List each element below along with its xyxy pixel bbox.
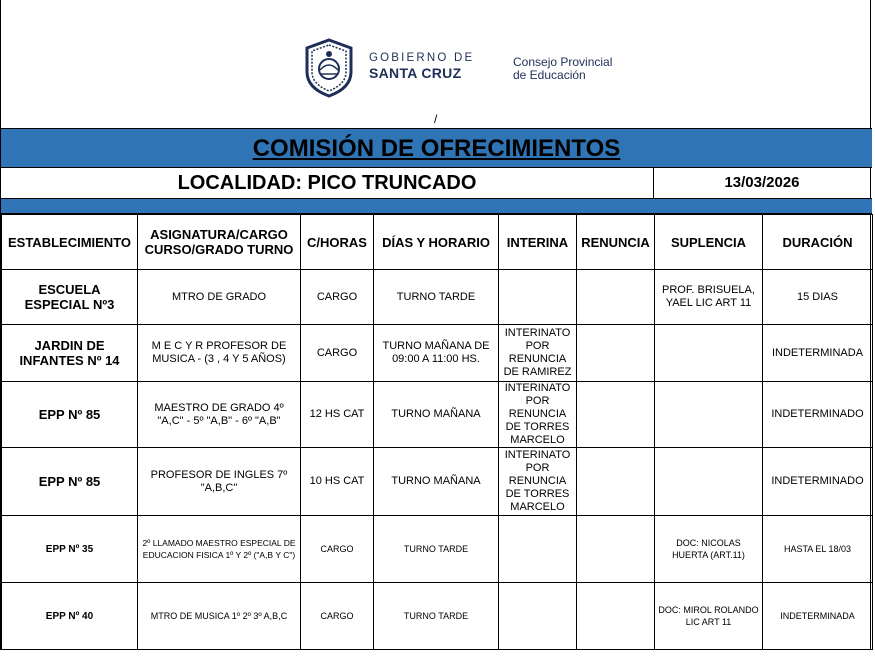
cell-asignatura: MAESTRO DE GRADO 4º "A,C" - 5º "A,B" - 6º "A,B": [138, 382, 301, 448]
cell-suplencia: [655, 325, 763, 382]
cell-asignatura: MTRO DE MUSICA 1º 2º 3º A,B,C: [138, 583, 301, 650]
cell-horario: TURNO TARDE: [374, 516, 499, 583]
col-renuncia: RENUNCIA: [577, 215, 655, 270]
cell-horas: 12 HS CAT: [301, 382, 374, 448]
letterhead: [1, 0, 872, 128]
cell-establecimiento: EPP Nº 85: [2, 448, 138, 516]
cell-suplencia: PROF. BRISUELA, YAEL LIC ART 11: [655, 270, 763, 325]
cell-duracion: HASTA EL 18/03: [763, 516, 873, 583]
cell-duracion: INDETERMINADO: [763, 448, 873, 516]
table-row: [2, 583, 873, 650]
cell-renuncia: [577, 382, 655, 448]
cell-renuncia: [577, 516, 655, 583]
cell-renuncia: [577, 325, 655, 382]
cell-establecimiento: JARDIN DE INFANTES Nº 14: [2, 325, 138, 382]
location-row: [1, 168, 872, 199]
title-bar: [1, 128, 872, 168]
cell-establecimiento: EPP Nº 85: [2, 382, 138, 448]
cell-suplencia: [655, 448, 763, 516]
cell-horario: TURNO MAÑANA: [374, 448, 499, 516]
col-asignatura: ASIGNATURA/CARGO CURSO/GRADO TURNO: [138, 215, 301, 270]
gov-line-1: GOBIERNO DE: [369, 52, 475, 64]
cell-asignatura: MTRO DE GRADO: [138, 270, 301, 325]
col-horas: C/HORAS: [301, 215, 374, 270]
page-title: COMISIÓN DE OFRECIMIENTOS: [252, 135, 621, 162]
cell-suplencia: DOC: NICOLAS HUERTA (ART.11): [655, 516, 763, 583]
cell-horario: TURNO TARDE: [374, 270, 499, 325]
table-row: [2, 382, 873, 448]
col-interina: INTERINA: [499, 215, 577, 270]
consejo-line-1: Consejo Provincial: [513, 55, 613, 69]
consejo-line-2: de Educación: [513, 68, 586, 82]
cell-duracion: 15 DIAS: [763, 270, 873, 325]
cell-establecimiento: EPP Nº 40: [2, 583, 138, 650]
col-horario: DÍAS Y HORARIO: [374, 215, 499, 270]
cell-horas: CARGO: [301, 325, 374, 382]
government-wordmark: [369, 52, 474, 81]
offers-table: [1, 214, 873, 650]
slash-mark: /: [434, 112, 438, 126]
table-row: [2, 270, 873, 325]
table-row: [2, 448, 873, 516]
cell-duracion: INDETERMINADA: [763, 583, 873, 650]
table-row: [2, 325, 873, 382]
cell-establecimiento: ESCUELA ESPECIAL Nº3: [2, 270, 138, 325]
cell-interina: INTERINATO POR RENUNCIA DE TORRES MARCELO: [499, 448, 577, 516]
cell-horario: TURNO MAÑANA DE 09:00 A 11:00 HS.: [374, 325, 499, 382]
cell-duracion: INDETERMINADA: [763, 325, 873, 382]
localidad-label: LOCALIDAD: PICO TRUNCADO: [1, 168, 654, 198]
santa-cruz-seal-icon: [303, 38, 355, 98]
cell-horario: TURNO MAÑANA: [374, 382, 499, 448]
cell-establecimiento: EPP Nº 35: [2, 516, 138, 583]
cell-horas: CARGO: [301, 516, 374, 583]
cell-asignatura: PROFESOR DE INGLES 7º "A,B,C": [138, 448, 301, 516]
cell-horas: 10 HS CAT: [301, 448, 374, 516]
col-duracion: DURACIÓN: [763, 215, 873, 270]
table-row: [2, 516, 873, 583]
cell-renuncia: [577, 448, 655, 516]
col-establecimiento: ESTABLECIMIENTO: [2, 215, 138, 270]
cell-interina: [499, 516, 577, 583]
cell-duracion: INDETERMINADO: [763, 382, 873, 448]
cell-asignatura: M E C Y R PROFESOR DE MUSICA - (3 , 4 Y 5 AÑOS): [138, 325, 301, 382]
cell-interina: INTERINATO POR RENUNCIA DE RAMIREZ: [499, 325, 577, 382]
cell-interina: [499, 583, 577, 650]
cell-horas: CARGO: [301, 583, 374, 650]
blue-divider: [1, 199, 872, 214]
cell-interina: [499, 270, 577, 325]
cell-suplencia: DOC: MIROL ROLANDO LIC ART 11: [655, 583, 763, 650]
cell-renuncia: [577, 270, 655, 325]
col-suplencia: SUPLENCIA: [655, 215, 763, 270]
gov-line-2: SANTA CRUZ: [369, 65, 462, 81]
cell-asignatura: 2º LLAMADO MAESTRO ESPECIAL DE EDUCACION FISICA 1º Y 2º ("A,B Y C"): [138, 516, 301, 583]
consejo-wordmark: [513, 56, 612, 82]
cell-interina: INTERINATO POR RENUNCIA DE TORRES MARCELO: [499, 382, 577, 448]
cell-horario: TURNO TARDE: [374, 583, 499, 650]
cell-renuncia: [577, 583, 655, 650]
cell-horas: CARGO: [301, 270, 374, 325]
date-label: 13/03/2026: [724, 174, 800, 191]
table-header-row: [2, 215, 873, 270]
cell-suplencia: [655, 382, 763, 448]
